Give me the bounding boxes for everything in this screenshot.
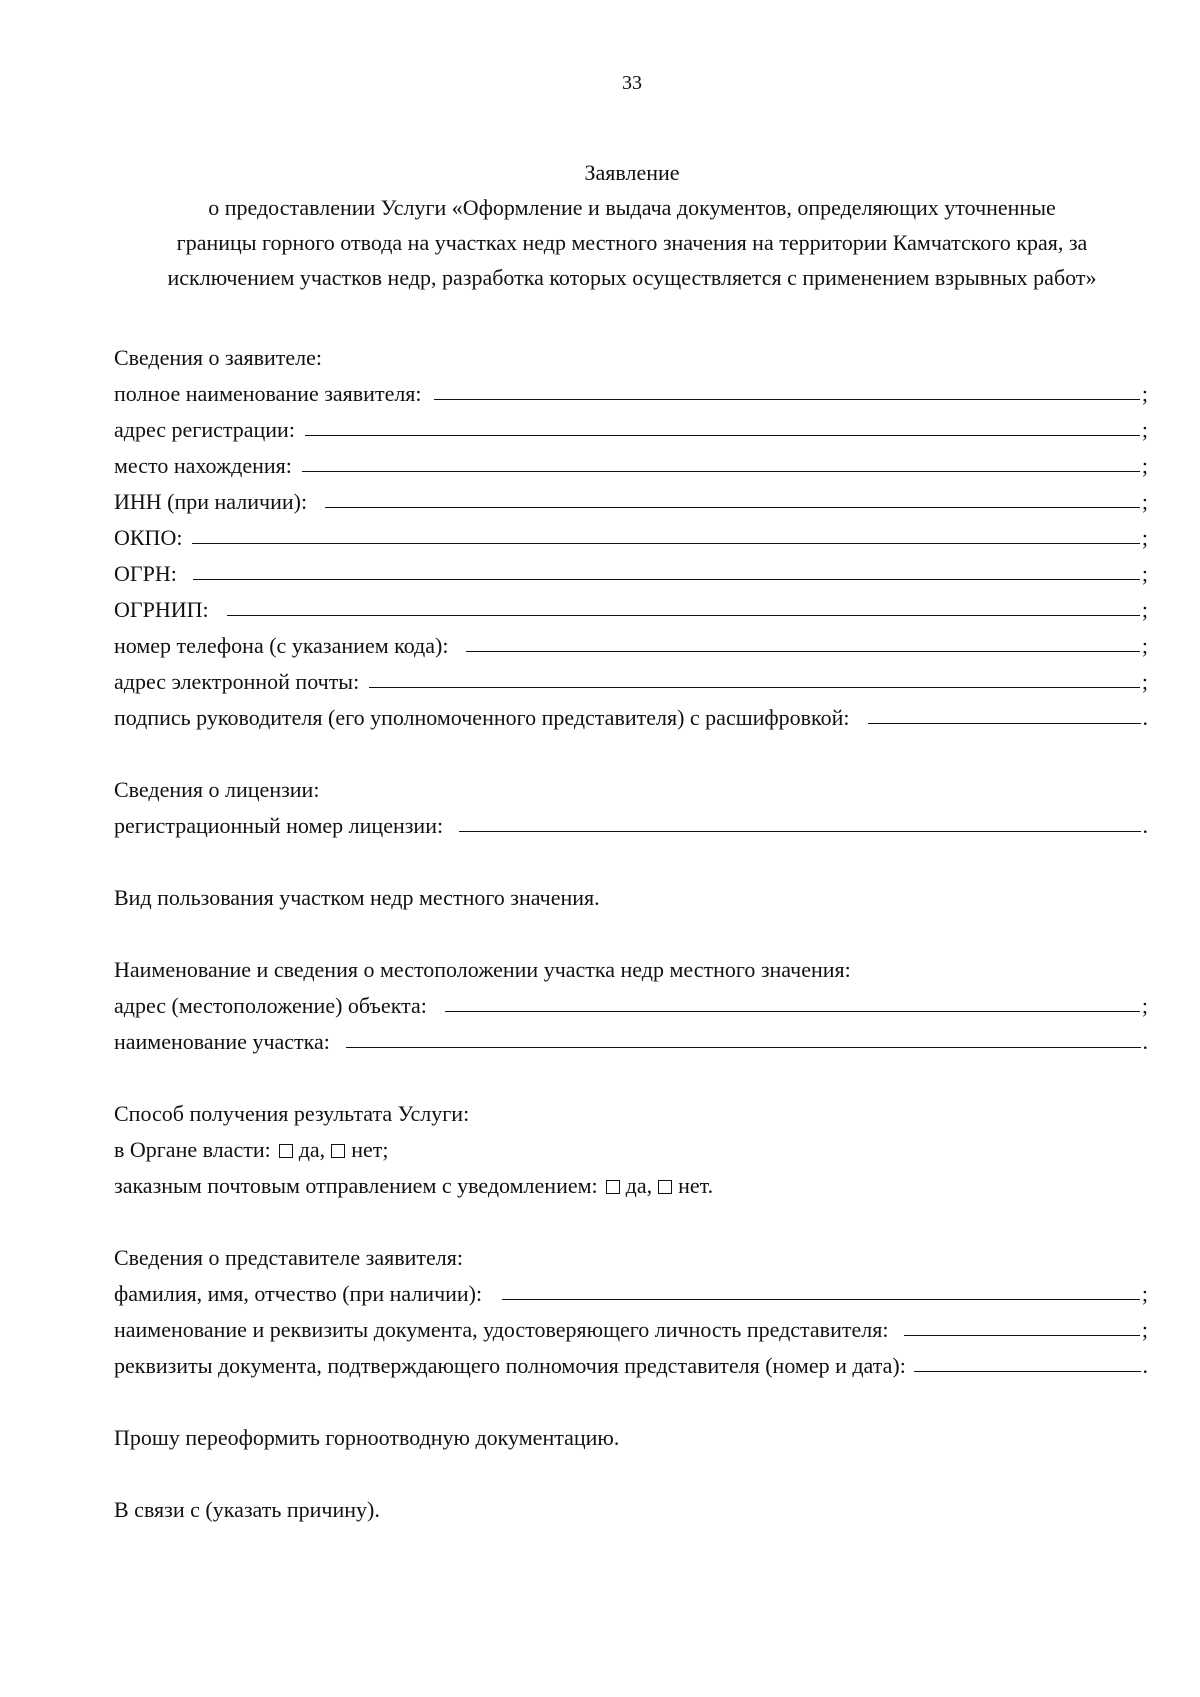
representative-authority-doc-input[interactable] — [914, 1357, 1141, 1372]
representative-id-doc-input[interactable] — [904, 1321, 1139, 1336]
mail-no-checkbox[interactable] — [658, 1180, 672, 1194]
title-heading: Заявление — [584, 160, 680, 185]
reason-text: В связи с (указать причину). — [114, 1497, 380, 1522]
phone-input[interactable] — [466, 637, 1139, 652]
applicant-field-location: место нахождения: ; — [114, 448, 1148, 484]
applicant-field-ogrnip: ОГРНИП: ; — [114, 592, 1148, 628]
delivery-heading: Способ получения результата Услуги: — [114, 1101, 470, 1126]
title-line-1: о предоставлении Услуги «Оформление и выдача документов, определяющих уточненные — [208, 195, 1056, 220]
field-label: место нахождения: — [114, 453, 292, 478]
title-line-2: границы горного отвода на участках недр местного значения на территории Камчатского края, за — [176, 230, 1088, 255]
okpo-input[interactable] — [192, 529, 1139, 544]
license-number-input[interactable] — [459, 817, 1140, 832]
title-line-3: исключением участков недр, разработка которых осуществляется с применением взрывных работ» — [167, 265, 1097, 290]
field-label: регистрационный номер лицензии: — [114, 813, 444, 838]
authority-no-checkbox[interactable] — [331, 1144, 345, 1158]
site-field-name: наименование участка: . — [114, 1024, 1148, 1060]
representative-field-fio: фамилия, имя, отчество (при наличии): ; — [114, 1276, 1148, 1312]
field-label: полное наименование заявителя: — [114, 381, 422, 406]
site-name-input[interactable] — [346, 1033, 1141, 1048]
ogrnip-input[interactable] — [227, 601, 1140, 616]
applicant-field-ogrn: ОГРН: ; — [114, 556, 1148, 592]
field-label: адрес электронной почты: — [114, 669, 360, 694]
license-field-number: регистрационный номер лицензии: . — [114, 808, 1148, 844]
applicant-field-okpo: ОКПО: ; — [114, 520, 1148, 556]
applicant-field-inn: ИНН (при наличии): ; — [114, 484, 1148, 520]
option-label: заказным почтовым отправлением с уведомлением: — [114, 1173, 598, 1198]
applicant-field-registration-address: адрес регистрации: ; — [114, 412, 1148, 448]
applicant-field-signature: подпись руководителя (его уполномоченного представителя) с расшифровкой: . — [114, 700, 1148, 736]
request-text: Прошу переоформить горноотводную документацию. — [114, 1425, 620, 1450]
authority-yes-checkbox[interactable] — [279, 1144, 293, 1158]
form-body — [114, 340, 1148, 1528]
field-label: номер телефона (с указанием кода): — [114, 633, 449, 658]
page-number: 33 — [622, 72, 642, 94]
field-label: ОГРН: — [114, 561, 177, 586]
full-name-input[interactable] — [434, 385, 1140, 400]
field-label: адрес регистрации: — [114, 417, 295, 442]
email-input[interactable] — [369, 673, 1140, 688]
usage-type-text: Вид пользования участком недр местного значения. — [114, 885, 600, 910]
option-label: в Органе власти: — [114, 1137, 271, 1162]
delivery-option-mail: заказным почтовым отправлением с уведомлением: да, нет. — [114, 1168, 1148, 1204]
document-title — [114, 155, 1150, 295]
location-input[interactable] — [302, 457, 1140, 472]
site-heading: Наименование и сведения о местоположении участка недр местного значения: — [114, 957, 851, 982]
applicant-field-email: адрес электронной почты: ; — [114, 664, 1148, 700]
representative-field-authority-doc: реквизиты документа, подтверждающего полномочия представителя (номер и дата): . — [114, 1348, 1148, 1384]
registration-address-input[interactable] — [305, 421, 1140, 436]
applicant-field-phone: номер телефона (с указанием кода): ; — [114, 628, 1148, 664]
field-label: ОКПО: — [114, 525, 183, 550]
field-label: наименование участка: — [114, 1029, 330, 1054]
ogrn-input[interactable] — [193, 565, 1140, 580]
site-address-input[interactable] — [445, 997, 1140, 1012]
representative-field-id-doc: наименование и реквизиты документа, удостоверяющего личность представителя: ; — [114, 1312, 1148, 1348]
field-label: наименование и реквизиты документа, удостоверяющего личность представителя: — [114, 1317, 889, 1342]
field-label: ИНН (при наличии): — [114, 489, 308, 514]
inn-input[interactable] — [325, 493, 1140, 508]
applicant-heading: Сведения о заявителе: — [114, 345, 323, 370]
representative-heading: Сведения о представителе заявителя: — [114, 1245, 463, 1270]
delivery-option-authority: в Органе власти: да, нет; — [114, 1132, 1148, 1168]
field-label: фамилия, имя, отчество (при наличии): — [114, 1281, 483, 1306]
representative-fio-input[interactable] — [502, 1285, 1140, 1300]
field-label: реквизиты документа, подтверждающего полномочия представителя (номер и дата): — [114, 1353, 906, 1378]
signature-input[interactable] — [868, 709, 1141, 724]
field-label: ОГРНИП: — [114, 597, 209, 622]
site-field-address: адрес (местоположение) объекта: ; — [114, 988, 1148, 1024]
license-heading: Сведения о лицензии: — [114, 777, 320, 802]
field-label: подпись руководителя (его уполномоченного представителя) с расшифровкой: — [114, 705, 850, 730]
mail-yes-checkbox[interactable] — [606, 1180, 620, 1194]
field-label: адрес (местоположение) объекта: — [114, 993, 427, 1018]
applicant-field-full-name: полное наименование заявителя: ; — [114, 376, 1148, 412]
